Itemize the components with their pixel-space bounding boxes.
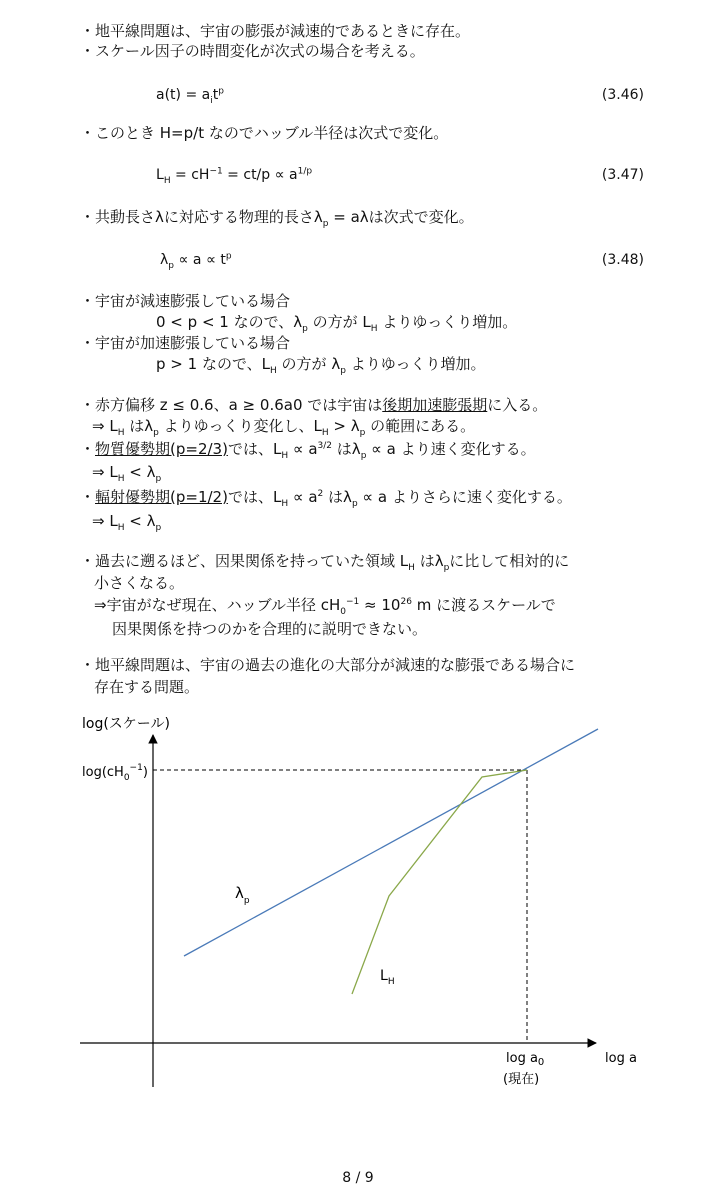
lambda-line (184, 729, 598, 956)
text-line: ・輻射優勢期(p=1/2)では、$L_H \propto a^2$ は$\lambda_p \propto a$ よりさらに速く変化する。 (80, 488, 572, 509)
text-line: ・地平線問題は、宇宙の過去の進化の大部分が減速的な膨張である場合に (80, 656, 576, 674)
text-line: 因果関係を持つのかを合理的に説明できない。 (112, 620, 428, 638)
equation-3-47: $L_H = cH^{-1} = ct/p \propto a^{1/p}$ (156, 166, 313, 186)
text-line: 0 < p < 1 なので、$\lambda_p$ の方が $L_H$ よりゆっくり増加。 (156, 313, 518, 334)
lh-line (352, 770, 527, 994)
x-marker-note: (現在) (503, 1072, 540, 1087)
text-line: p > 1 なので、$L_H$ の方が $\lambda_p$ よりゆっくり増加。 (156, 355, 486, 376)
equation-3-46: $a(t) = a_it^p$ (156, 86, 224, 106)
text-line: ・宇宙が加速膨張している場合 (80, 334, 291, 352)
equation-number: (3.46) (601, 87, 644, 103)
equation-3-48: $\lambda_p \propto a \propto t^p$ (160, 251, 232, 271)
text-line: ⇒ $L_H < \lambda_p$ (92, 512, 162, 533)
y-marker-label: $\log(cH_0^{-1})$ (82, 763, 148, 783)
text-line: ・地平線問題は、宇宙の膨張が減速的であるときに存在。 (80, 22, 471, 40)
x-marker-label: $\log a_0$ (506, 1051, 545, 1068)
text-line: ・スケール因子の時間変化が次式の場合を考える。 (80, 42, 425, 60)
lambda-label: $\lambda_p$ (235, 884, 250, 906)
equation-number: (3.47) (601, 167, 644, 183)
text-line: ⇒宇宙がなぜ現在、ハッブル半径 $cH_0^{-1} \approx 10^{26}$ m に渡るスケールで (94, 596, 556, 617)
text-line: ⇒ $L_H < \lambda_p$ (92, 463, 162, 484)
text-line: 存在する問題。 (94, 678, 200, 696)
text-line: ⇒ $L_H$ は$\lambda_p$ よりゆっくり変化し、$L_H > \lambda_p$ の範囲にある。 (92, 417, 476, 438)
y-axis-label: log(スケール) (82, 716, 170, 732)
lh-label: $L_H$ (380, 968, 395, 987)
text-line: ・物質優勢期(p=2/3)では、$L_H \propto a^{3/2}$ は$\lambda_p \propto a$ より速く変化する。 (80, 440, 536, 461)
text-line: ・宇宙が減速膨張している場合 (80, 292, 291, 310)
text-line: ・共動長さλに対応する物理的長さ$\lambda_p = a\lambda$は次式で変化。 (80, 208, 474, 229)
page-number: 8 / 9 (342, 1170, 374, 1186)
text-line: ・赤方偏移 z ≤ 0.6、a ≥ 0.6a0 では宇宙は後期加速膨張期に入る。 (80, 396, 548, 414)
x-axis-label: log a (605, 1051, 637, 1066)
equation-number: (3.48) (601, 252, 644, 268)
text-line: ・過去に遡るほど、因果関係を持っていた領域 $L_H$ は$\lambda_p$に比して相対的に (80, 552, 570, 573)
text-line: 小さくなる。 (94, 574, 185, 592)
text-line: ・このとき H=p/t なのでハッブル半径は次式で変化。 (80, 124, 449, 142)
